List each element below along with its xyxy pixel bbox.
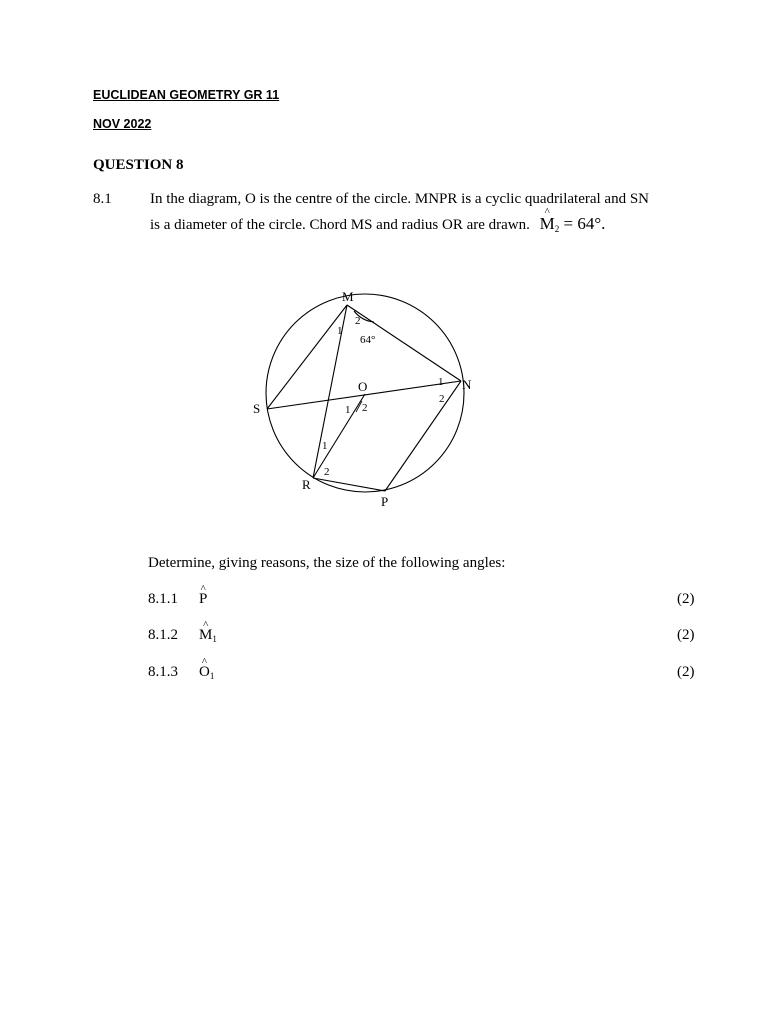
given-angle-letter: ^ M bbox=[540, 214, 555, 234]
item-angle-letter: ^ O bbox=[199, 664, 210, 681]
label-n: N bbox=[462, 377, 472, 392]
question-title: QUESTION 8 bbox=[93, 157, 184, 173]
label-m: M bbox=[342, 289, 354, 304]
question-line-1: In the diagram, O is the centre of the circle. MNPR is a cyclic quadrilateral and SN bbox=[150, 191, 649, 207]
angle-m2: 2 bbox=[355, 315, 361, 327]
item-marks: (2) bbox=[677, 627, 695, 643]
item-number: 8.1.1 bbox=[148, 591, 178, 607]
label-s: S bbox=[253, 401, 261, 416]
given-angle-value: = 64°. bbox=[559, 214, 606, 233]
angle-m1: 1 bbox=[337, 325, 343, 337]
date-heading: NOV 2022 bbox=[93, 117, 152, 131]
circle-diagram bbox=[250, 285, 520, 515]
instruction-text: Determine, giving reasons, the size of the following angles: bbox=[148, 555, 506, 571]
label-p: P bbox=[381, 494, 389, 509]
given-angle bbox=[540, 214, 606, 233]
item-angle bbox=[199, 591, 207, 608]
chord-ms bbox=[267, 305, 347, 409]
label-o: O bbox=[358, 379, 368, 394]
question-number: 8.1 bbox=[93, 191, 112, 207]
chord-pr bbox=[313, 478, 385, 491]
angle-o2: 2 bbox=[362, 402, 368, 414]
item-angle-letter: ^ P bbox=[199, 591, 207, 608]
item-angle-sub: 1 bbox=[212, 634, 217, 644]
angle-o1: 1 bbox=[345, 404, 351, 416]
item-marks: (2) bbox=[677, 664, 695, 680]
question-line-2 bbox=[150, 214, 605, 234]
angle-m2-value: 64° bbox=[360, 334, 376, 346]
question-line-2-text: is a diameter of the circle. Chord MS and radius OR are drawn. bbox=[150, 217, 530, 233]
angle-n1: 1 bbox=[438, 376, 444, 388]
angle-n2: 2 bbox=[439, 393, 445, 405]
angle-r2: 2 bbox=[324, 466, 330, 478]
item-number: 8.1.2 bbox=[148, 627, 178, 643]
angle-r1: 1 bbox=[322, 440, 328, 452]
given-angle-sub: 2 bbox=[554, 224, 560, 234]
item-angle bbox=[199, 664, 214, 681]
item-angle-sub: 1 bbox=[209, 671, 215, 681]
subject-heading: EUCLIDEAN GEOMETRY GR 11 bbox=[93, 88, 280, 102]
item-angle bbox=[199, 627, 217, 644]
item-angle-letter: ^ M bbox=[199, 627, 212, 644]
item-number: 8.1.3 bbox=[148, 664, 178, 680]
label-r: R bbox=[302, 477, 311, 492]
item-marks: (2) bbox=[677, 591, 695, 607]
chord-np bbox=[385, 381, 461, 491]
